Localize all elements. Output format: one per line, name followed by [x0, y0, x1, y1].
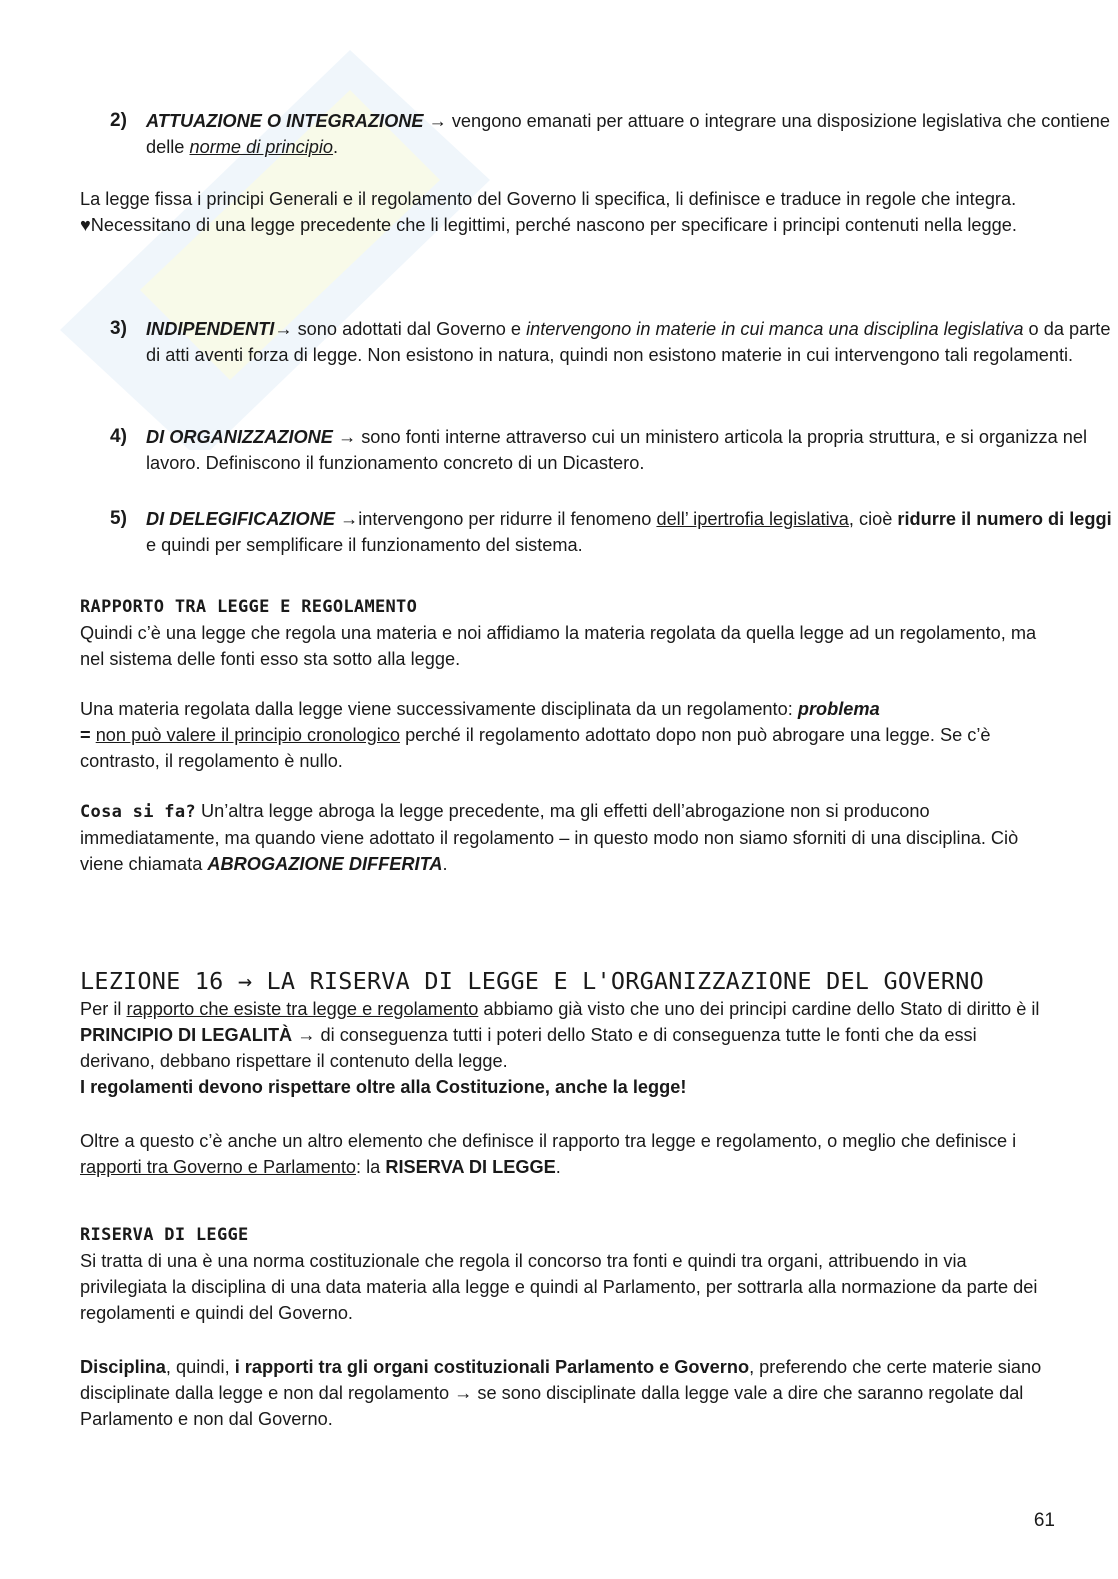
list-item-5: 5) DI DELEGIFICAZIONE →intervengono per ridurre il fenomeno dell’ ipertrofia legislativa, cioè ridurre il numero di leggi e quindi per semplificare il funzionamento del sistema.: [110, 508, 1112, 555]
list-item-2: 2) ATTUAZIONE O INTEGRAZIONE → vengono emanati per attuare o integrare una disposizione legislativa che contiene delle norme di principio.: [110, 110, 1111, 157]
paragraph-legge: La legge fissa i principi Generali e il regolamento del Governo li specifica, li definisce e traduce in regole che integra. ♥Necessitano di una legge precedente che li legittimi, perché nascono per specificare i principi contenuti nella legge.: [80, 189, 1017, 235]
list-item-4: 4) DI ORGANIZZAZIONE → sono fonti interne attraverso cui un ministero articola la propria struttura, e si organizza nel lavoro. Definiscono il funzionamento concreto di un Dicastero.: [110, 426, 1088, 473]
section-heading: RAPPORTO TRA LEGGE E REGOLAMENTO: [80, 597, 418, 617]
section-lezione: LEZIONE 16 → LA RISERVA DI LEGGE E L'ORGANIZZAZIONE DEL GOVERNO Per il rapporto che esiste tra legge e regolamento abbiamo già visto che uno dei principi cardine dello Stato di diritto è il PRINCIPIO DI LEGALITÀ → di conseguenza tutti i poteri dello Stato e di conseguenza tutte le fonti che da essi derivano, debbano rispettare il contenuto della legge. I regolamenti devono rispettare oltre alla Costituzione, anche la legge! Oltre a questo c’è anche un altro elemento che definisce il rapporto tra legge e regolamento, o meglio che definisce i rapporti tra Governo e Parlamento: la RISERVA DI LEGGE.: [80, 966, 1055, 1180]
lesson-heading: LEZIONE 16 → LA RISERVA DI LEGGE E L'ORGANIZZAZIONE DEL GOVERNO: [80, 967, 984, 995]
section-heading: RISERVA DI LEGGE: [80, 1225, 249, 1245]
section-rapporto: RAPPORTO TRA LEGGE E REGOLAMENTO Quindi c’è una legge che regola una materia e noi affidiamo la materia regolata da quella legge ad un regolamento, ma nel sistema delle fonti esso sta sotto alla legge. Una materia regolata dalla legge viene successivamente disciplinata da un regolamento: problema = non può valere il principio cronologico perché il regolamento adottato dopo non può abrogare una legge. Se c’è contrasto, il regolamento è nullo. Cosa si fa? Un’altra legge abroga la legge precedente, ma gli effetti dell’abrogazione non si producono immediatamente, ma quando viene adottato il regolamento – in questo modo non siamo sforniti di una disciplina. Ciò viene chiamata ABROGAZIONE DIFFERITA.: [80, 594, 1055, 877]
section-riserva: RISERVA DI LEGGE Si tratta di una è una norma costituzionale che regola il concorso tra fonti e quindi tra organi, attribuendo in via privilegiata la disciplina di una data materia alla legge e quindi al Parlamento, per sottrarla alla normazione da parte dei regolamenti e quindi del Governo. Disciplina, quindi, i rapporti tra gli organi costituzionali Parlamento e Governo, preferendo che certe materie siano disciplinate dalla legge e non dal regolamento → se sono disciplinate dalla legge vale a dire che saranno regolate dal Parlamento e non dal Governo.: [80, 1222, 1055, 1432]
watermark-logo: [20, 30, 540, 450]
page-number: 61: [1033, 1510, 1055, 1531]
list-item-3: 3) INDIPENDENTI→ sono adottati dal Governo e intervengono in materie in cui manca una disciplina legislativa o da parte di atti aventi forza di legge. Non esistono in natura, quindi non esistono materie in cui intervengono tali regolamenti.: [110, 318, 1111, 365]
